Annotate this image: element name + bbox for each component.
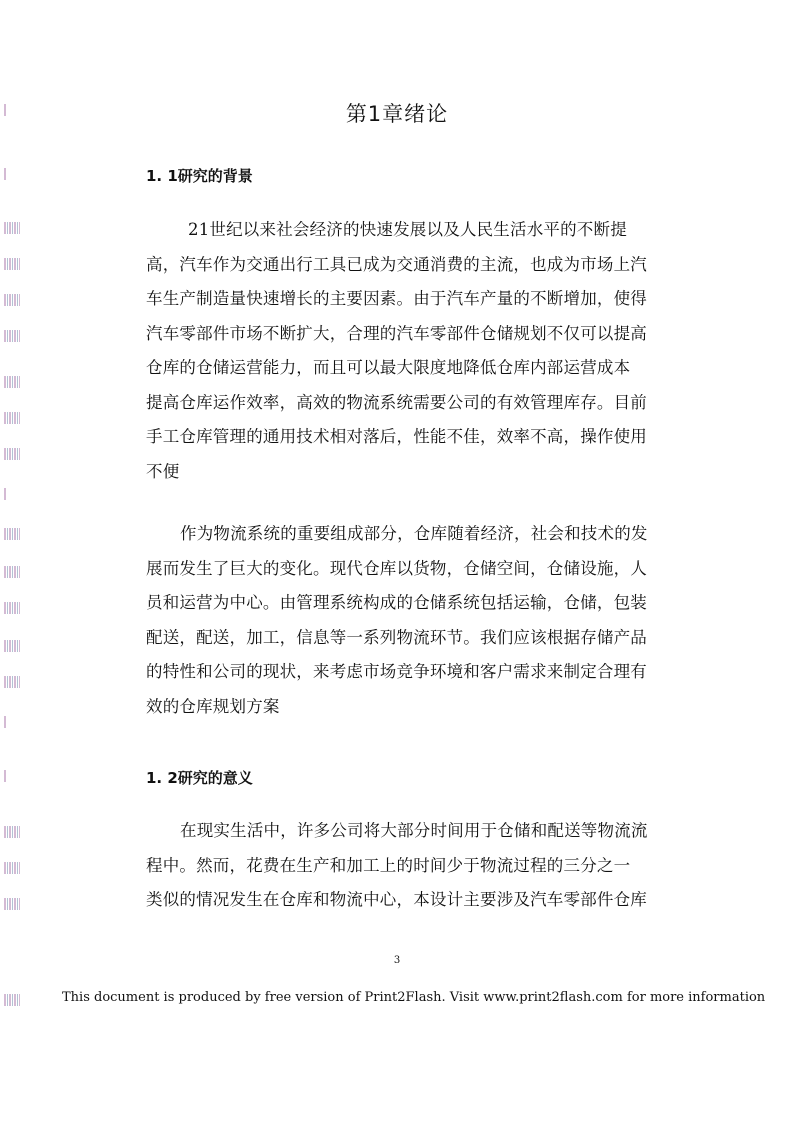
text-line: 21世纪以来社会经济的快速发展以及人民生活水平的不断提 (188, 220, 627, 239)
paragraph-background-1 (146, 213, 656, 489)
text-line: 车生产制造量快速增长的主要因素。由于汽车产量的不断增加，使得 (146, 289, 647, 308)
text-line: 员和运营为中心。由管理系统构成的仓储系统包括运输，仓储，包装 (146, 593, 647, 612)
margin-mark (4, 826, 20, 838)
margin-mark (4, 294, 20, 306)
paragraph-significance-1 (146, 814, 656, 918)
margin-mark (4, 898, 20, 910)
text-line: 提高仓库运作效率，高效的物流系统需要公司的有效管理库存。目前 (146, 392, 647, 412)
margin-mark (4, 168, 7, 180)
margin-mark (4, 528, 20, 540)
text-line: 手工仓库管理的通用技术相对落后，性能不佳，效率不高，操作使用 (146, 427, 647, 446)
margin-mark (4, 566, 20, 578)
text-line: 在现实生活中，许多公司将大部分时间用于仓储和配送等物流流 (180, 821, 648, 840)
text-line: 类似的情况发生在仓库和物流中心，本设计主要涉及汽车零部件仓库 (146, 890, 647, 909)
margin-mark (4, 448, 20, 460)
text-line: 效的仓库规划方案 (146, 696, 280, 716)
margin-mark (4, 412, 20, 424)
section-heading-significance: 1. 2研究的意义 (146, 769, 253, 787)
text-line: 展而发生了巨大的变化。现代仓库以货物，仓储空间，仓储设施，人 (146, 558, 647, 578)
text-line: 不便 (146, 461, 180, 481)
margin-mark (4, 640, 20, 652)
paragraph-background-2 (146, 517, 656, 724)
margin-mark (4, 994, 20, 1006)
text-line: 作为物流系统的重要组成部分，仓库随着经济，社会和技术的发 (180, 524, 648, 543)
margin-mark (4, 222, 20, 234)
text-line: 配送，配送，加工，信息等一系列物流环节。我们应该根据存储产品 (146, 627, 647, 647)
text-line: 汽车零部件市场不断扩大，合理的汽车零部件仓储规划不仅可以提高 (146, 323, 647, 343)
page-number: 3 (393, 955, 401, 966)
margin-mark (4, 602, 20, 614)
text-line: 的特性和公司的现状，来考虑市场竞争环境和客户需求来制定合理有 (146, 662, 647, 681)
text-line: 高，汽车作为交通出行工具已成为交通消费的主流，也成为市场上汽 (146, 254, 647, 274)
chapter-title: 第1章绪论 (345, 102, 449, 126)
watermark-footer-note: This document is produced by free version of Print2Flash. Visit www.print2flash.com for more information (62, 990, 766, 1005)
margin-mark (4, 376, 20, 388)
margin-mark (4, 770, 7, 782)
margin-mark (4, 862, 20, 874)
text-line: 程中。然而，花费在生产和加工上的时间少于物流过程的三分之一 (146, 855, 631, 875)
margin-mark (4, 330, 20, 342)
margin-mark (4, 488, 7, 500)
margin-mark (4, 676, 20, 688)
text-line: 仓库的仓储运营能力，而且可以最大限度地降低仓库内部运营成本 (146, 358, 631, 377)
section-heading-background: 1. 1研究的背景 (146, 167, 253, 185)
margin-mark (4, 716, 7, 728)
margin-mark (4, 258, 20, 270)
